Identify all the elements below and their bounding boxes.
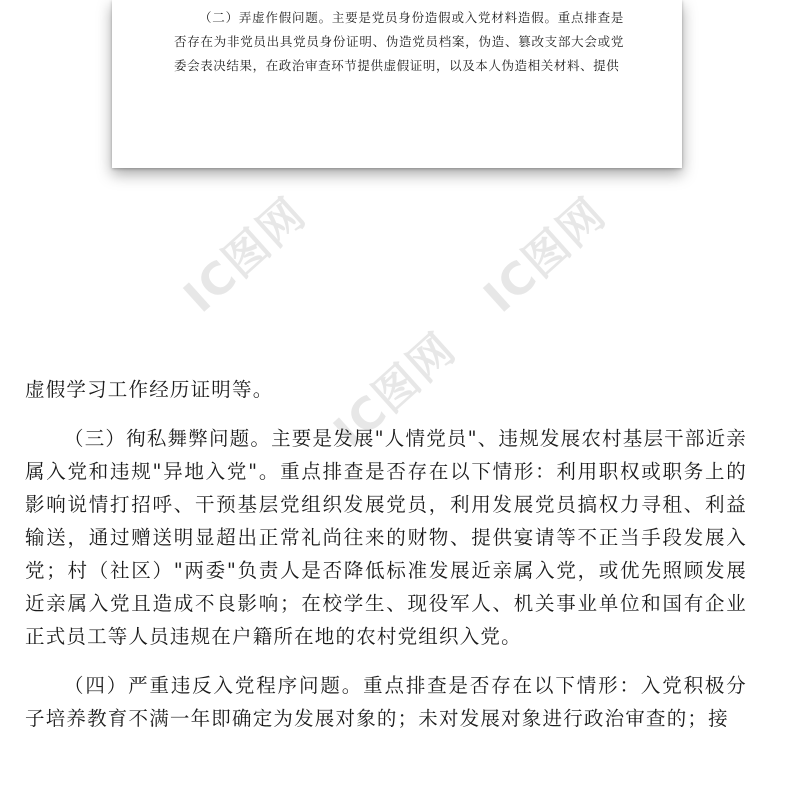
watermark-2: IC图网 [474, 187, 617, 323]
preview-text-block [174, 6, 624, 78]
continuation-line: 虚假学习工作经历证明等。 [25, 378, 274, 401]
document-preview-card [112, 0, 682, 168]
preview-paragraph: （二）弄虚作假问题。主要是党员身份造假或入党材料造假。重点排查是否存在为非党员出具党员身份证明、伪造党员档案，伪造、篡改支部大会或党委会表决结果，在政治审查环节提供虚假证明，以及本人伪造相关材料、提供 [174, 10, 624, 73]
watermark-3: IC图网 [324, 322, 467, 458]
paragraph-gap [25, 406, 747, 422]
document-body [25, 373, 747, 735]
paragraph-gap [25, 653, 747, 669]
watermark-1: IC图网 [174, 187, 317, 323]
section-3-paragraph: （三）徇私舞弊问题。主要是发展"人情党员"、违规发展农村基层干部近亲属入党和违规"异地入党"。重点排查是否存在以下情形：利用职权或职务上的影响说情打招呼、干预基层党组织发展党员，利用发展党员搞权力寻租、利益输送，通过赠送明显超出正常礼尚往来的财物、提供宴请等不正当手段发展入党；村（社区）"两委"负责人是否降低标准发展近亲属入党，或优先照顾发展近亲属入党且造成不良影响；在校学生、现役军人、机关事业单位和国有企业正式员工等人员违规在户籍所在地的农村党组织入党。 [25, 427, 747, 648]
section-4-paragraph: （四）严重违反入党程序问题。重点排查是否存在以下情形：入党积极分子培养教育不满一年即确定为发展对象的；未对发展对象进行政治审查的；接 [25, 674, 747, 730]
